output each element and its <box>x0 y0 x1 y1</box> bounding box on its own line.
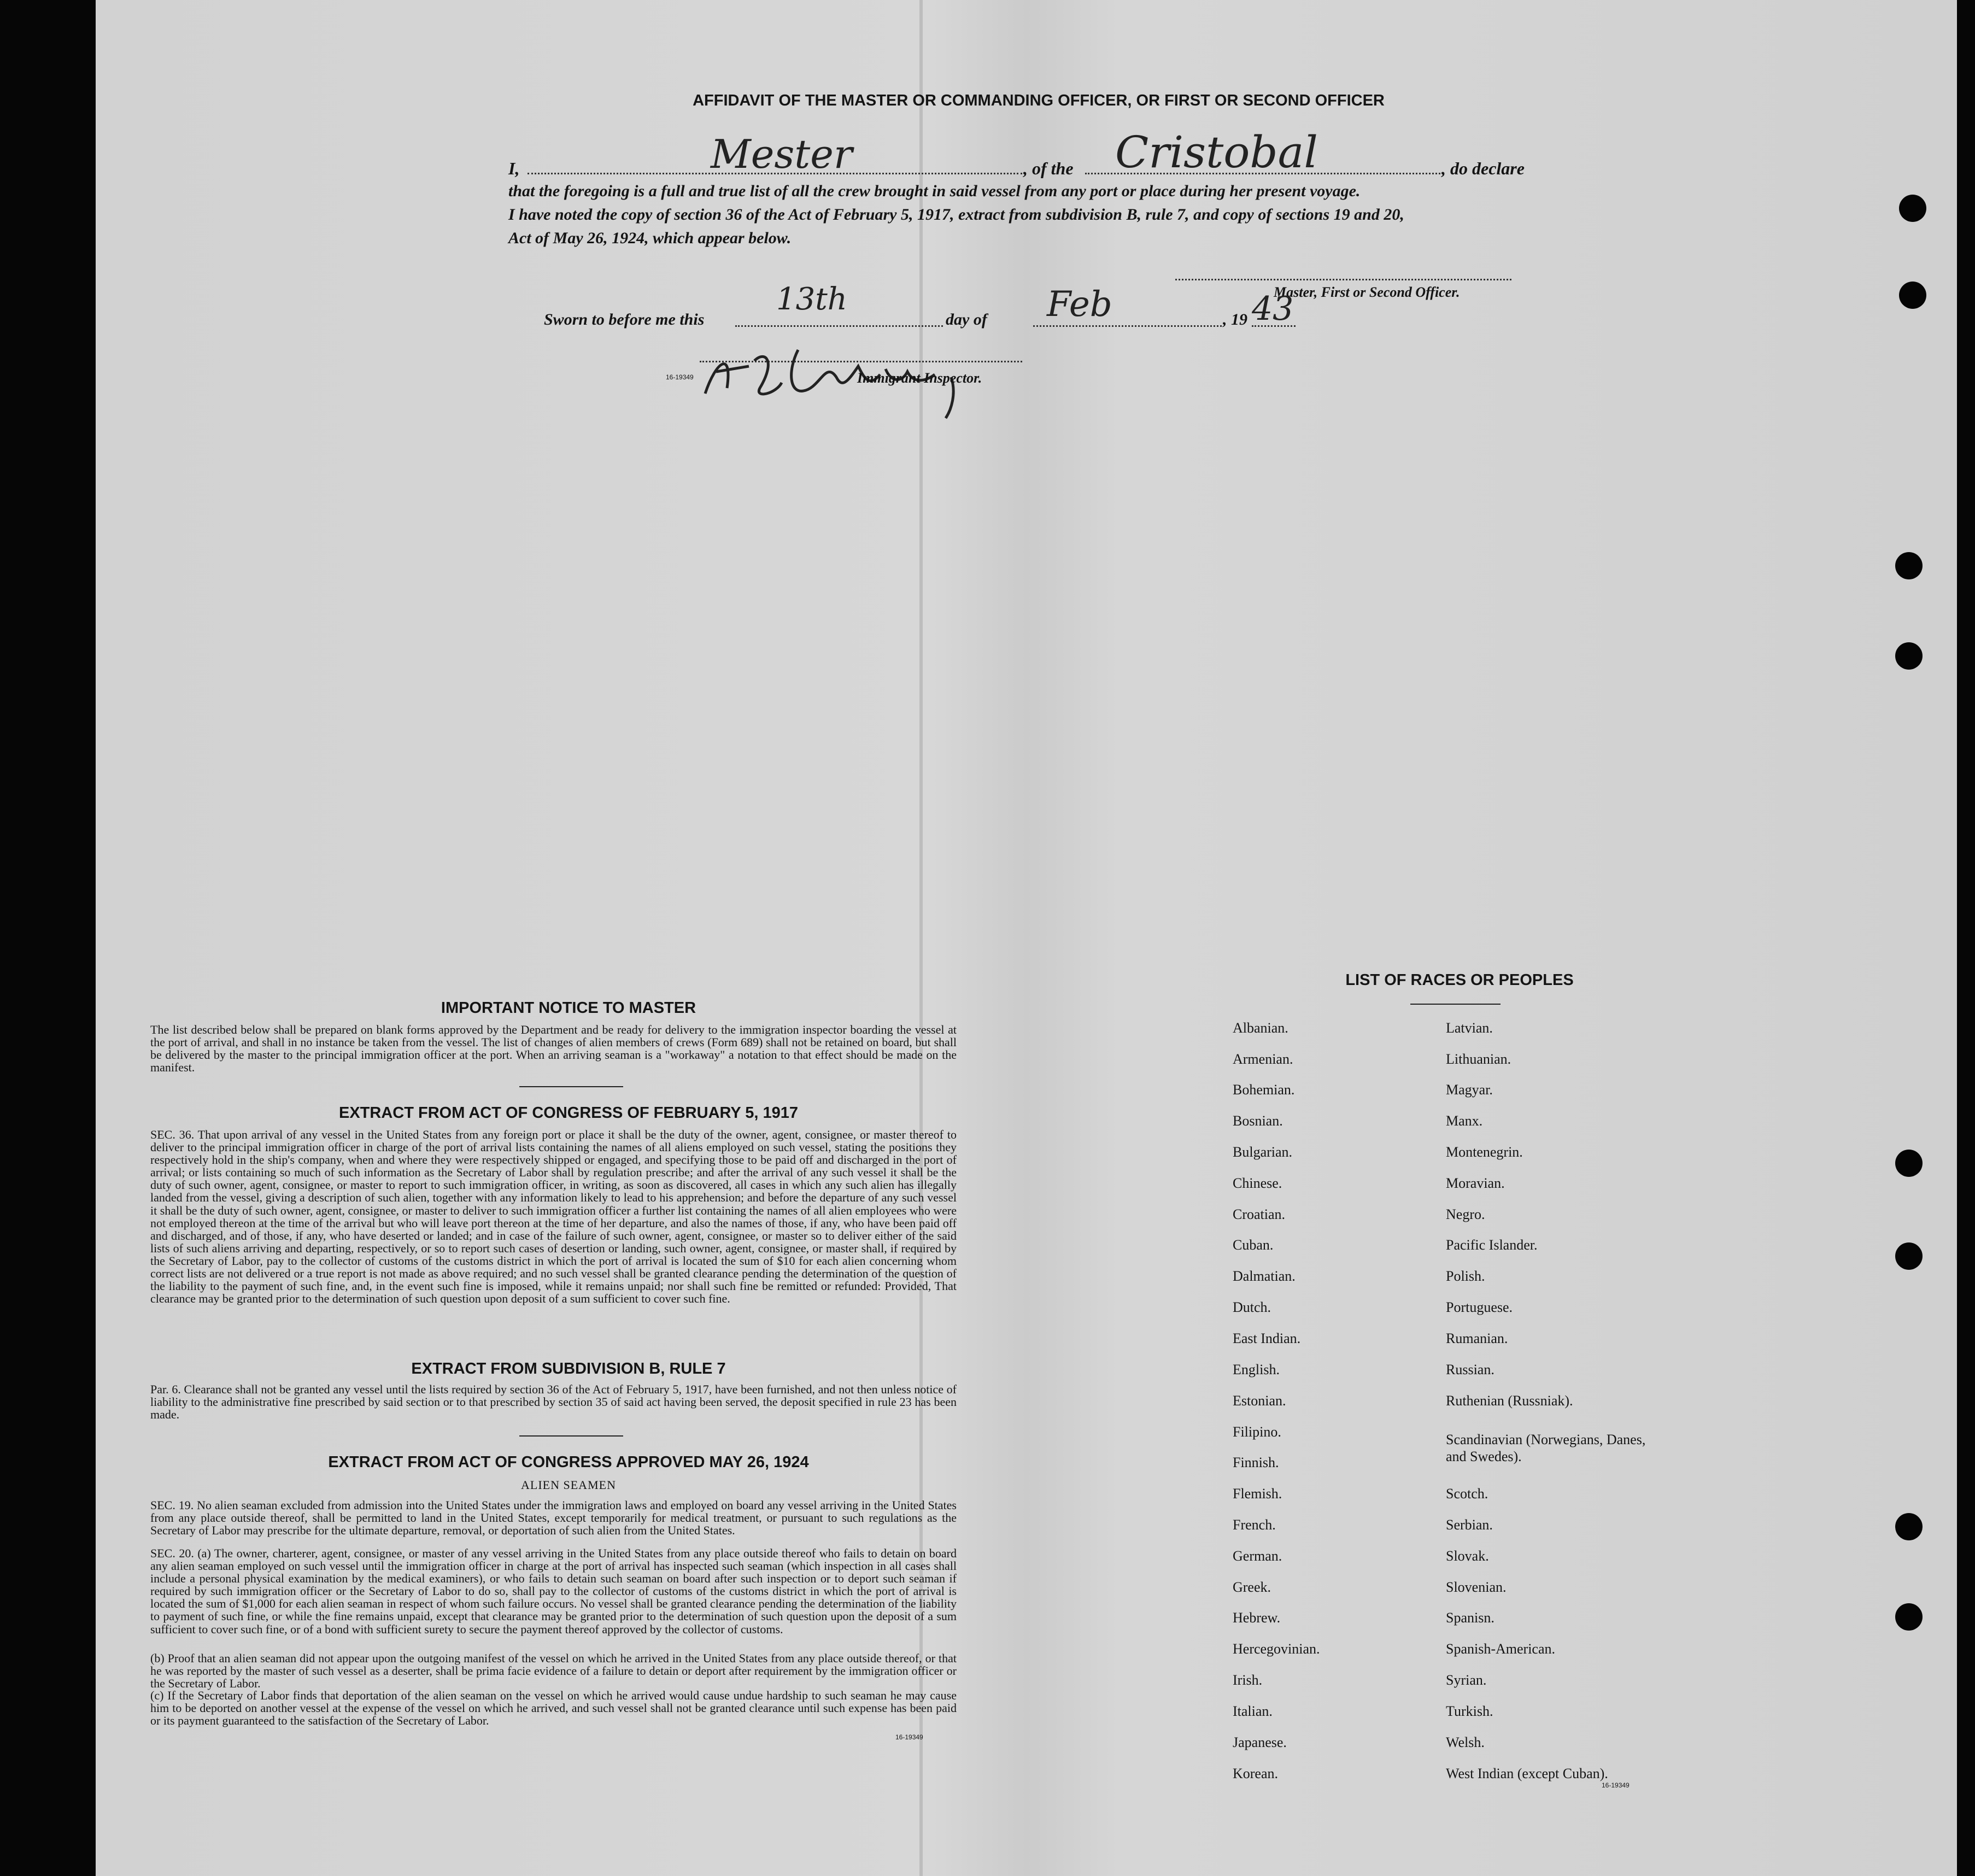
race-item: French. <box>1233 1517 1276 1533</box>
race-item: Flemish. <box>1233 1486 1282 1502</box>
affidavit-form-number: 16-19349 <box>666 373 694 381</box>
race-item: Korean. <box>1233 1766 1279 1781</box>
act-1924-sec19: SEC. 19. No alien seaman excluded from admission into the United States under the immigration laws and employed on board any vessel arriving in the United States from any place outside thereof, shall be permitted to land in the United States, except temporarily for medical treatment, or pursuant to such regulations as the Secretary of Labor may prescribe for the ultimate departure, removal, or deportation of such alien from the United States. <box>150 1498 957 1538</box>
race-item: Portuguese. <box>1446 1299 1513 1315</box>
punch-hole <box>1895 552 1923 579</box>
day-handwritten: 13th <box>776 282 847 317</box>
affidavit-line-2: that the foregoing is a full and true list of all the crew brought in said vessel from any port or place during her present voyage. <box>508 182 1361 200</box>
race-item: Rumanian. <box>1446 1330 1508 1346</box>
race-item: Dalmatian. <box>1233 1268 1296 1284</box>
master-name-handwritten: Mester <box>711 131 853 177</box>
punch-hole <box>1899 195 1926 222</box>
act-1924-form-number: 16-19349 <box>895 1733 923 1741</box>
race-item: Montenegrin. <box>1446 1144 1523 1160</box>
year-prefix-label: , 19 <box>1223 310 1247 329</box>
act-1924-sec20c: (c) If the Secretary of Labor finds that deportation of the alien seaman on the vessel on which he arrived would cause undue hardship to such seaman he may cause him to be deported on another vessel at the expense of the vessel on which he arrived, and such vessel shall not be granted clearance until such expense has been paid or its payment guaranteed to the satisfaction of the Secretary of Labor. <box>150 1689 957 1728</box>
race-item: Slovak. <box>1446 1548 1489 1564</box>
race-item: Moravian. <box>1446 1175 1505 1191</box>
race-item: Latvian. <box>1446 1020 1493 1036</box>
race-item: Negro. <box>1446 1206 1485 1222</box>
race-item: Bulgarian. <box>1233 1144 1293 1160</box>
month-handwritten: Feb <box>1047 284 1112 325</box>
affidavit-line-4: Act of May 26, 1924, which appear below. <box>508 229 792 247</box>
act-1917-title: EXTRACT FROM ACT OF CONGRESS OF FEBRUARY 5, 1917 <box>338 1104 799 1122</box>
punch-hole <box>1895 1513 1923 1540</box>
race-item: Russian. <box>1446 1362 1495 1377</box>
race-item: Turkish. <box>1446 1703 1493 1719</box>
race-item: Hercegovinian. <box>1233 1641 1320 1657</box>
race-item: Filipino. <box>1233 1424 1281 1440</box>
punch-hole <box>1895 1603 1923 1631</box>
day-line <box>735 325 943 327</box>
race-item: German. <box>1233 1548 1282 1564</box>
sworn-label: Sworn to before me this <box>544 310 705 329</box>
act-1924-subtitle: ALIEN SEAMEN <box>521 1478 616 1492</box>
race-item: Croatian. <box>1233 1206 1286 1222</box>
race-item: Slovenian. <box>1446 1579 1507 1595</box>
master-caption: Master, First or Second Officer. <box>1274 284 1460 300</box>
rule7-text: Par. 6. Clearance shall not be granted any vessel until the lists required by section 36 of the Act of February 5, 1917, have been furnished, and not then unless notice of liability to the administrative fine prescribed by said section or to that prescribed by section 35 of said act having been served, the deposit specified in rule 23 has been made. <box>150 1382 957 1422</box>
punch-hole <box>1895 1150 1923 1177</box>
race-item: Hebrew. <box>1233 1610 1281 1626</box>
race-item: Welsh. <box>1446 1734 1485 1750</box>
affidavit-line-3: I have noted the copy of section 36 of the Act of February 5, 1917, extract from subdivision B, rule 7, and copy of sections 19 and 20, <box>508 206 1404 224</box>
race-item: Spanisn. <box>1446 1610 1495 1626</box>
inspector-caption: Immigrant Inspector. <box>857 370 982 386</box>
master-signature-line <box>1175 279 1511 280</box>
races-title: LIST OF RACES OR PEOPLES <box>1345 971 1574 989</box>
notice-title: IMPORTANT NOTICE TO MASTER <box>441 999 696 1017</box>
divider <box>519 1435 623 1437</box>
race-item: Syrian. <box>1446 1672 1487 1688</box>
race-item: West Indian (except Cuban). <box>1446 1766 1608 1781</box>
affidavit-i-label: I, <box>508 159 520 178</box>
race-item: Polish. <box>1446 1268 1485 1284</box>
punch-hole <box>1895 642 1923 670</box>
race-item: Pacific Islander. <box>1446 1237 1538 1253</box>
act-1924-sec20b: (b) Proof that an alien seaman did not appear upon the outgoing manifest of the vessel on which he arrived in the United States from any place outside thereof, or that he was reported by the master of such vessel as a deserter, shall be prima facie evidence of a failure to detain or deport after requirement by the immigration officer or the Secretary of Labor. <box>150 1651 957 1691</box>
race-item: Chinese. <box>1233 1175 1282 1191</box>
act-1924-sec20a: SEC. 20. (a) The owner, charterer, agent, consignee, or master of any vessel arriving in the United States from any place outside thereof who fails to detain on board any alien seaman employed on such vessel until the immigration officer in charge at the port of arrival has inspected such seaman (which inspection in all cases shall include a personal physical examination by the medical examiners), or who fails to detain such seaman on board after such inspection or to deport such seaman if required by such immigration officer or the Secretary of Labor to do so, shall pay to the collector of customs of the customs district in which the port of arrival is located the sum of $1,000 for each alien seaman in respect of whom such failure occurs. No vessel shall be granted clearance pending the determination of the liability to payment of such fine, or while the fine remains unpaid, except that clearance may be granted prior to the determination of such question upon the deposit of a sum sufficient to cover such fine, or of a bond with sufficient surety to secure the payment thereof approved by the collector of customs. <box>150 1546 957 1636</box>
race-item: Japanese. <box>1233 1734 1287 1750</box>
race-item: Scotch. <box>1446 1486 1488 1502</box>
race-item: Armenian. <box>1233 1051 1293 1067</box>
punch-hole <box>1899 282 1926 309</box>
race-item: Albanian. <box>1233 1020 1288 1036</box>
race-item: Estonian. <box>1233 1393 1286 1409</box>
year-handwritten: 43 <box>1252 290 1294 328</box>
race-item: Finnish. <box>1233 1455 1279 1470</box>
month-line <box>1033 325 1222 327</box>
race-item: Lithuanian. <box>1446 1051 1511 1067</box>
act-1917-text: SEC. 36. That upon arrival of any vessel in the United States from any foreign port or place it shall be the duty of the owner, agent, consignee, or master thereof to deliver to the principal immigration officer in charge of the port of arrival lists containing the names of all aliens employed on such vessel, stating the positions they respectively hold in the ship's company, when and where they were respectively shipped or engaged, and specifying those to be paid off and discharged in the port of arrival; or lists containing so much of such information as the Secretary of Labor shall by regulation prescribe; and after the arrival of any such vessel it shall be the duty of such owner, agent, consignee, or master to report to such immigration officer, in writing, as soon as discovered, all cases in which any such alien has illegally landed from the vessel, giving a description of such alien, together with any information likely to lead to his apprehension; and before the departure of any such vessel it shall be the duty of such owner, agent, consignee, or master to deliver to such immigration officer a further list containing the names of all alien employees who were not employed thereon at the time of the arrival but who will leave port thereon at the time of her departure, and also the names of those, if any, who have been paid off and discharged, and of those, if any, who have deserted or landed; and in case of the failure of such owner, agent, consignee, or master so to deliver either of the said lists of such aliens arriving and departing, respectively, or so to report such cases of desertion or landing, such owner, agent, consignee, or master shall, if required by the Secretary of Labor, pay to the collector of customs of the customs district in which the port of arrival is located the sum of $10 for each alien concerning whom correct lists are not delivered or a true report is not made as above required; and no such vessel shall be granted clearance pending the determination of the question of the liability to the payment of such fine, and, in the event such fine is imposed, while it remains unpaid; nor shall such fine be remitted or refunded: Provided, That clearance may be granted prior to the determination of such question upon deposit of a sum sufficient to cover such fine. <box>150 1128 957 1306</box>
divider <box>519 1086 623 1087</box>
rule7-title: EXTRACT FROM SUBDIVISION B, RULE 7 <box>411 1360 726 1377</box>
race-item: Manx. <box>1446 1113 1483 1129</box>
race-item: Magyar. <box>1446 1082 1493 1098</box>
race-item: East Indian. <box>1233 1330 1301 1346</box>
races-form-number: 16-19349 <box>1602 1781 1630 1789</box>
day-of-label: day of <box>946 310 987 329</box>
of-the-label: , of the <box>1023 159 1074 178</box>
notice-text: The list described below shall be prepared on blank forms approved by the Department and be ready for delivery to the immigration inspector boarding the vessel at the port of arrival, and shall in no instance be taken from the vessel. The list of changes of alien members of crews (Form 689) shall not be retained on board, but shall be delivered by the master to the principal immigration officer at the port. When an arriving seaman is a "workaway" a notation to that effect should be made on the manifest. <box>150 1023 957 1075</box>
race-item: Spanish-American. <box>1446 1641 1556 1657</box>
race-item: Ruthenian (Russniak). <box>1446 1393 1573 1409</box>
act-1924-title: EXTRACT FROM ACT OF CONGRESS APPROVED MAY 26, 1924 <box>328 1453 809 1471</box>
do-declare-label: , do declare <box>1441 159 1525 178</box>
race-item: Cuban. <box>1233 1237 1274 1253</box>
race-item: Bohemian. <box>1233 1082 1295 1098</box>
race-item: Italian. <box>1233 1703 1273 1719</box>
race-item: Dutch. <box>1233 1299 1271 1315</box>
race-item: Bosnian. <box>1233 1113 1283 1129</box>
vessel-name-handwritten: Cristobal <box>1115 127 1318 178</box>
race-item: English. <box>1233 1362 1280 1377</box>
race-item: Scandinavian (Norwegians, Danes, and Swedes). <box>1446 1432 1646 1465</box>
race-item: Irish. <box>1233 1672 1263 1688</box>
race-item: Serbian. <box>1446 1517 1493 1533</box>
divider <box>1410 1004 1501 1005</box>
race-item: Greek. <box>1233 1579 1271 1595</box>
punch-hole <box>1895 1242 1923 1270</box>
affidavit-title: AFFIDAVIT OF THE MASTER OR COMMANDING OFFICER, OR FIRST OR SECOND OFFICER <box>693 92 1385 109</box>
